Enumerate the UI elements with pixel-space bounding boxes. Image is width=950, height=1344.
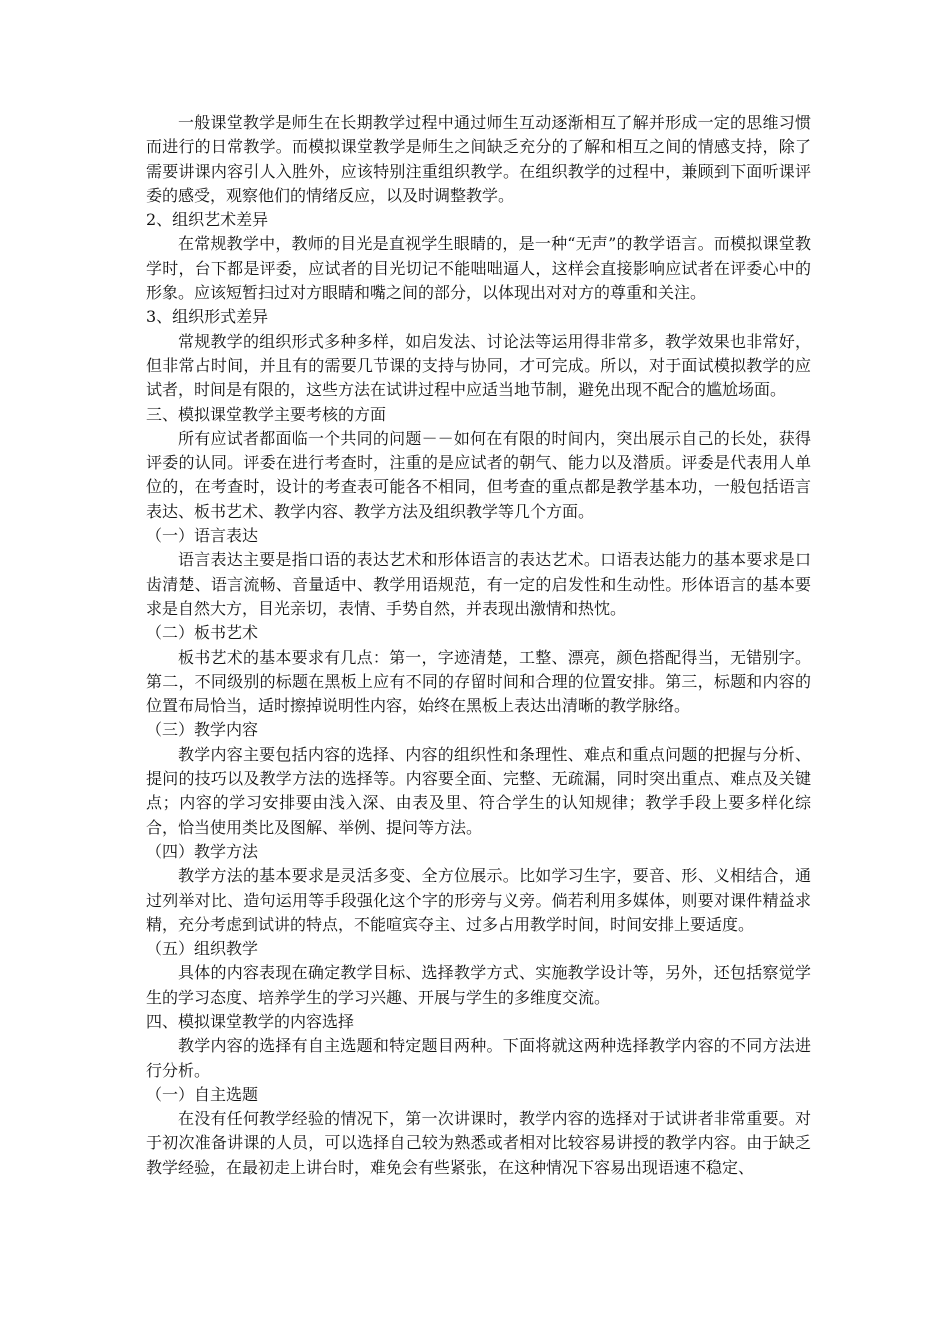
paragraph: 一般课堂教学是师生在长期教学过程中通过师生互动逐渐相互了解并形成一定的思维习惯而进行的日常教学。而模拟课堂教学是师生之间缺乏充分的了解和相互之间的情感支持，除了需要讲课内容引人入胜外，应该特别注重组织教学。在组织教学的过程中，兼顾到下面听课评委的感受，观察他们的情绪反应，以及时调整教学。: [146, 113, 811, 205]
subheading: 3、组织形式差异: [146, 307, 269, 327]
paragraph: 语言表达主要是指口语的表达艺术和形体语言的表达艺术。口语表达能力的基本要求是口齿清楚、语言流畅、音量适中、教学用语规范，有一定的启发性和生动性。形体语言的基本要求是自然大方，目光亲切，表情、手势自然，并表现出激情和热忱。: [146, 550, 811, 618]
subheading: （二）板书艺术: [146, 623, 259, 643]
subheading: （一）语言表达: [146, 526, 259, 546]
subheading: （五）组织教学: [146, 939, 259, 959]
subheading: （三）教学内容: [146, 720, 259, 740]
paragraph: 教学方法的基本要求是灵活多变、全方位展示。比如学习生字，要音、形、义相结合，通过列举对比、造句运用等手段强化这个字的形旁与义旁。倘若利用多媒体，则要对课件精益求精，充分考虑到试讲的特点，不能喧宾夺主、过多占用教学时间，时间安排上要适度。: [146, 866, 811, 934]
document-body: [146, 111, 811, 1180]
paragraph: 板书艺术的基本要求有几点：第一，字迹清楚，工整、漂亮，颜色搭配得当，无错别字。第二，不同级别的标题在黑板上应有不同的存留时间和合理的位置安排。第三，标题和内容的位置布局恰当，适时擦掉说明性内容，始终在黑板上表达出清晰的教学脉络。: [146, 647, 811, 716]
paragraph: 在没有任何教学经验的情况下，第一次讲课时，教学内容的选择对于试讲者非常重要。对于初次准备讲课的人员，可以选择自己较为熟悉或者相对比较容易讲授的教学内容。由于缺乏教学经验，在最初走上讲台时，难免会有些紧张，在这种情况下容易出现语速不稳定、: [146, 1109, 811, 1177]
section-heading: 四、模拟课堂教学的内容选择: [146, 1011, 355, 1031]
subheading: （一）自主选题: [146, 1084, 259, 1104]
paragraph: 教学内容主要包括内容的选择、内容的组织性和条理性、难点和重点问题的把握与分析、提问的技巧以及教学方法的选择等。内容要全面、完整、无疏漏，同时突出重点、难点及关键点；内容的学习安排要由浅入深、由表及里、符合学生的认知规律；教学手段上要多样化综合，恰当使用类比及图解、举例、提问等方法。: [146, 744, 811, 837]
subheading: 2、组织艺术差异: [146, 210, 269, 230]
paragraph: 在常规教学中，教师的目光是直视学生眼睛的，是一种“无声”的教学语言。而模拟课堂教学时，台下都是评委，应试者的目光切记不能咄咄逼人，这样会直接影响应试者在评委心中的形象。应该短暂扫过对方眼睛和嘴之间的部分，以体现出对对方的尊重和关注。: [146, 234, 811, 303]
paragraph: 具体的内容表现在确定教学目标、选择教学方式、实施教学设计等，另外，还包括察觉学生的学习态度、培养学生的学习兴趣、开展与学生的多维度交流。: [146, 963, 811, 1007]
section-heading: 三、模拟课堂教学主要考核的方面: [146, 404, 387, 424]
paragraph: 常规教学的组织形式多种多样，如启发法、讨论法等运用得非常多，教学效果也非常好，但非常占时间，并且有的需要几节课的支持与协同，才可完成。所以，对于面试模拟教学的应试者，时间是有限的，这些方法在试讲过程中应适当地节制，避免出现不配合的尴尬场面。: [146, 331, 811, 400]
paragraph: 所有应试者都面临一个共同的问题－－如何在有限的时间内，突出展示自己的长处，获得评委的认同。评委在进行考查时，注重的是应试者的朝气、能力以及潜质。评委是代表用人单位的，在考查时，设计的考查表可能各不相同，但考查的重点都是教学基本功，一般包括语言表达、板书艺术、教学内容、教学方法及组织教学等几个方面。: [146, 428, 811, 521]
paragraph: 教学内容的选择有自主选题和特定题目两种。下面将就这两种选择教学内容的不同方法进行分析。: [146, 1036, 811, 1080]
subheading: （四）教学方法: [146, 841, 259, 861]
